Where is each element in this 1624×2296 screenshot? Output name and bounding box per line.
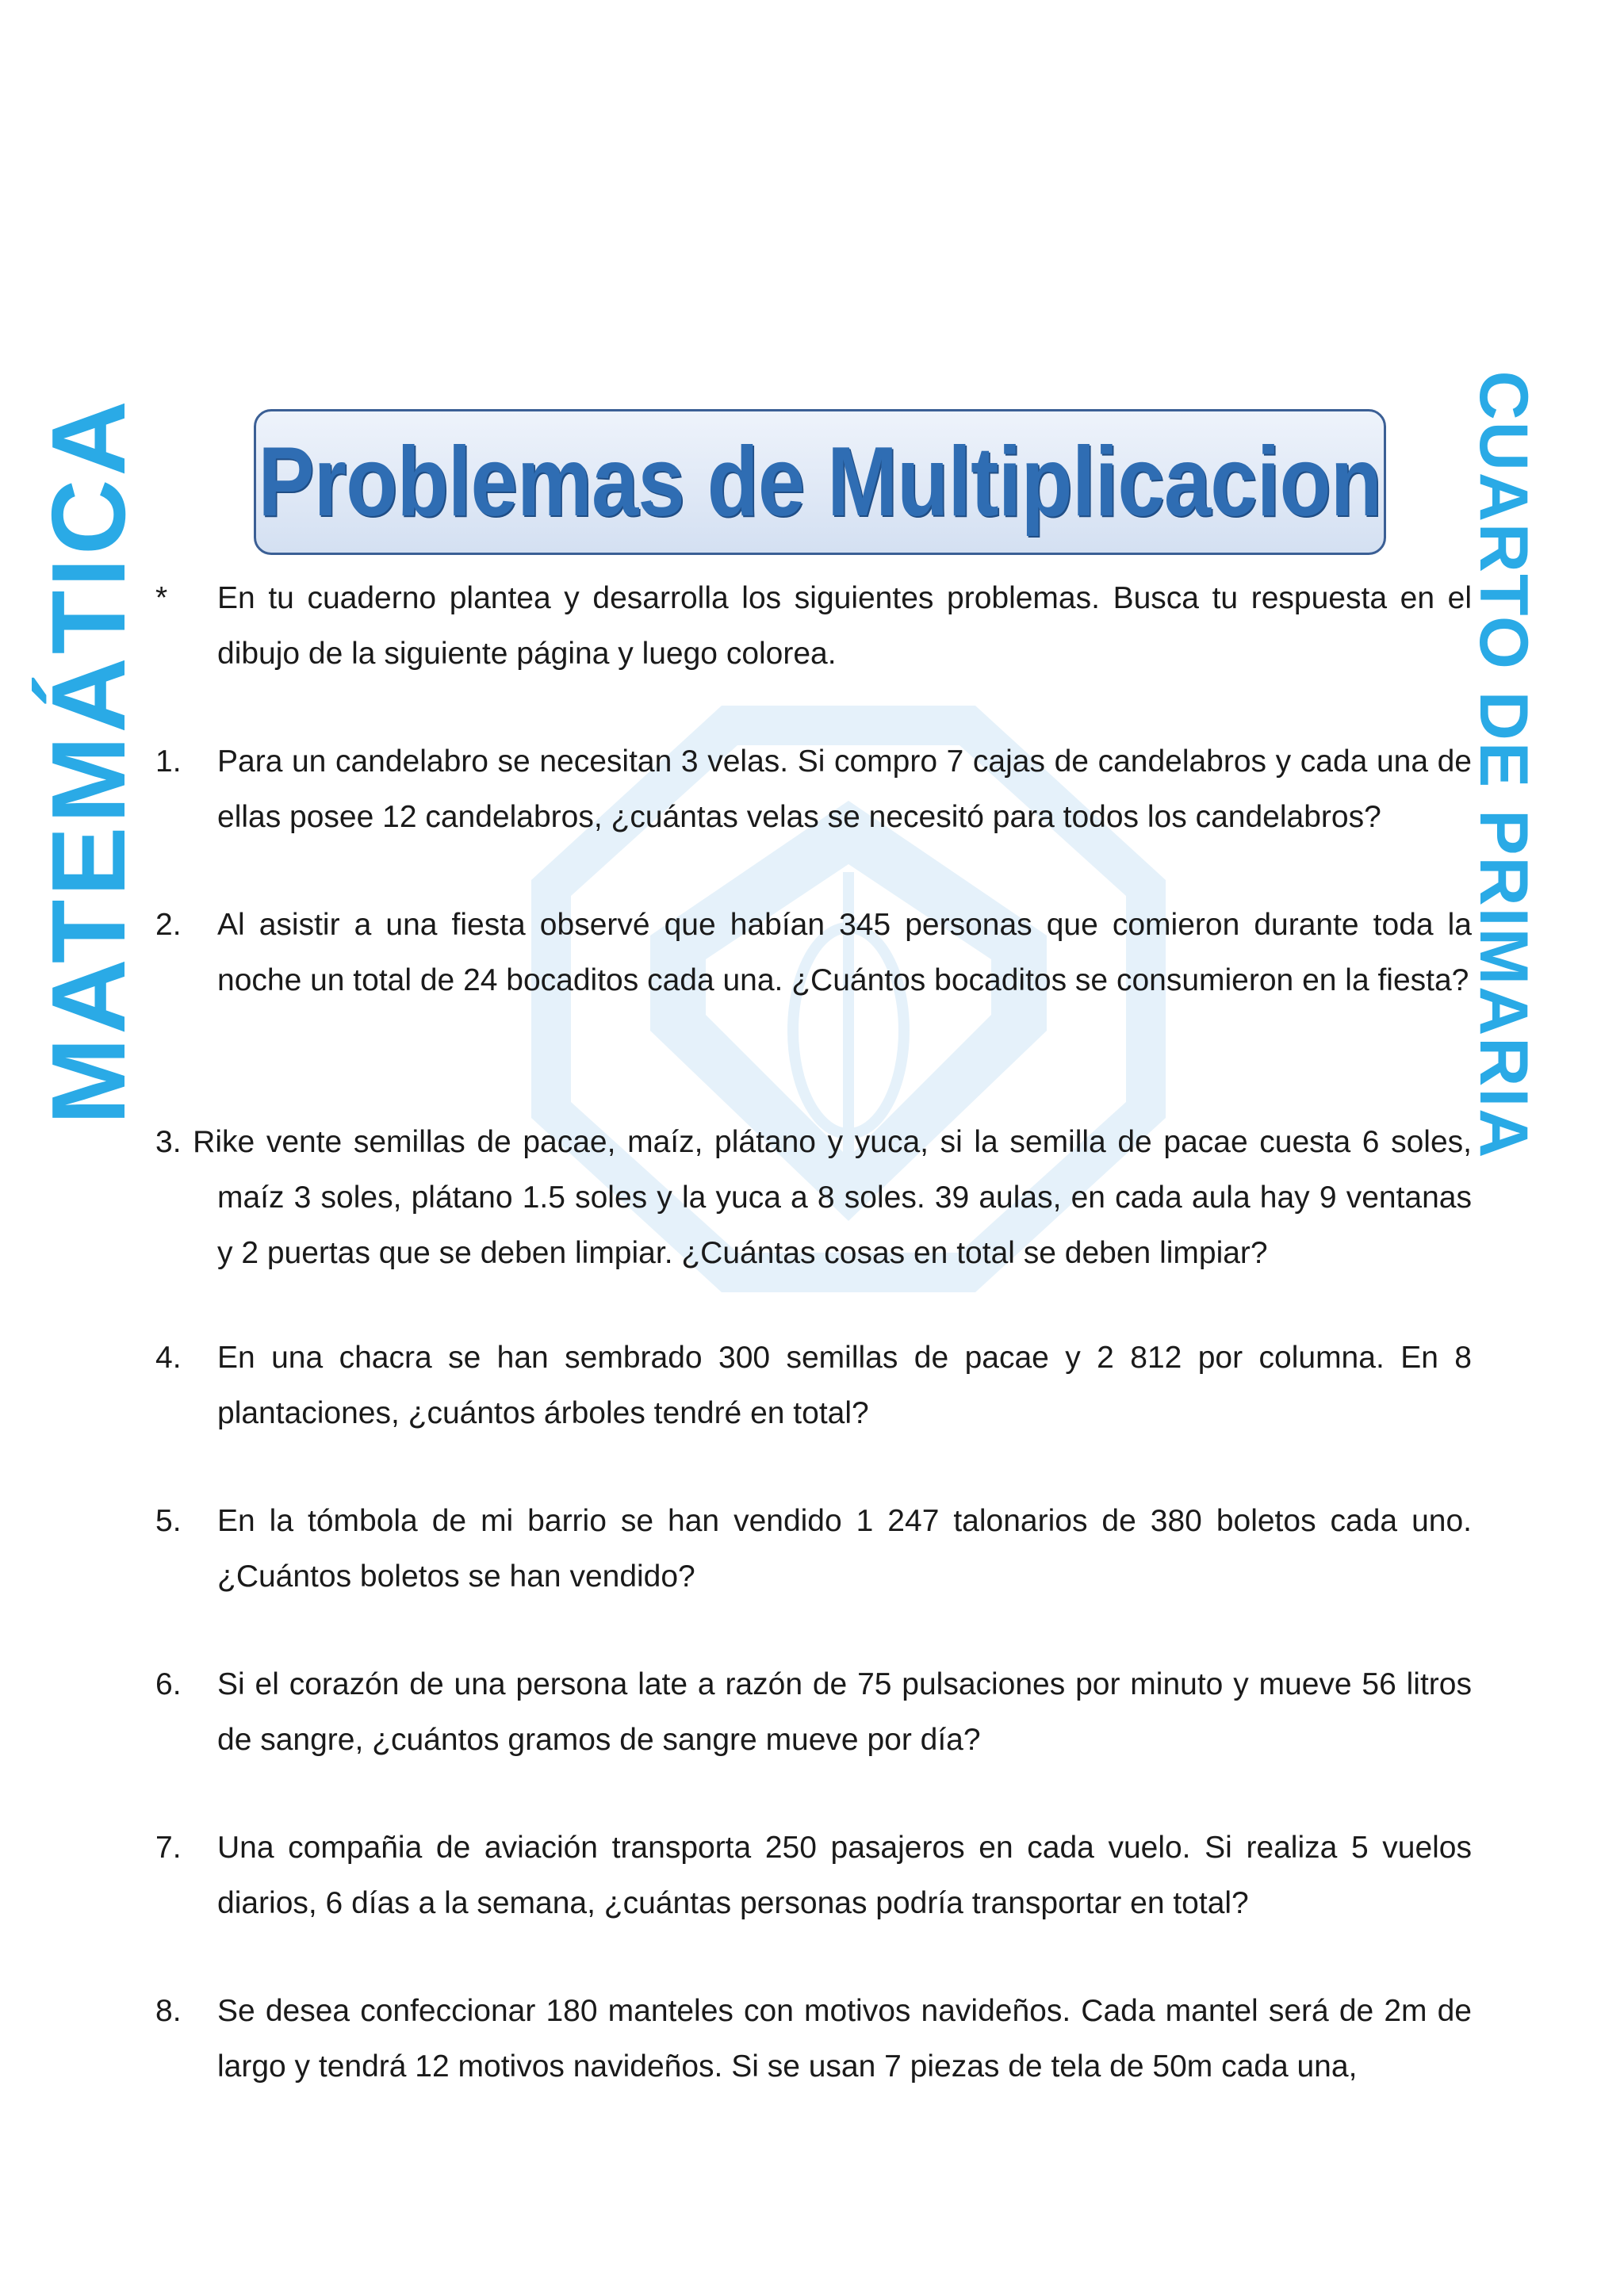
problem-number: 7. bbox=[155, 1831, 182, 1865]
problem-text: Se desea confeccionar 180 manteles con motivos navideños. Cada mantel será de 2m de largo y tendrá 12 motivos navideños. Si se usan 7 piezas de tela de 50m cada una, bbox=[217, 1994, 1472, 2084]
problem-item bbox=[155, 1330, 1472, 1441]
side-title-right-text: CUARTO DE PRIMARIA bbox=[1465, 370, 1542, 1160]
problem-number: 3. bbox=[155, 1125, 182, 1159]
problem-text: Rike vente semillas de pacae, maíz, plátano y yuca, si la semilla de pacae cuesta 6 soles, maíz 3 soles, plátano 1.5 soles y la yuca a 8 soles. 39 aulas, en cada aula hay 9 ventanas y 2 puertas que se deben limpiar. ¿Cuántas cosas en total se deben limpiar? bbox=[193, 1125, 1472, 1270]
problem-text: Si el corazón de una persona late a razón de 75 pulsaciones por minuto y mueve 56 litros de sangre, ¿cuántos gramos de sangre mueve por día? bbox=[217, 1667, 1472, 1757]
problem-number: 6. bbox=[155, 1667, 182, 1701]
problem-item bbox=[155, 734, 1472, 845]
problem-text: Para un candelabro se necesitan 3 velas. Si compro 7 cajas de candelabros y cada una de ellas posee 12 candelabros, ¿cuántas velas se necesitó para todos los candelabros? bbox=[217, 744, 1472, 834]
instruction-text: En tu cuaderno plantea y desarrolla los siguientes problemas. Busca tu respuesta en el dibujo de la siguiente página y luego colorea. bbox=[217, 581, 1472, 671]
problem-item bbox=[155, 1820, 1472, 1931]
problem-number: 5. bbox=[155, 1504, 182, 1538]
problem-number: 2. bbox=[155, 908, 182, 942]
problem-item bbox=[155, 1984, 1472, 2095]
problem-number: 1. bbox=[155, 744, 182, 779]
problem-item bbox=[155, 897, 1472, 1008]
page-title: Problemas de Multiplicacion bbox=[258, 427, 1382, 537]
problem-text: En la tómbola de mi barrio se han vendido 1 247 talonarios de 380 boletos cada uno. ¿Cuántos boletos se han vendido? bbox=[217, 1504, 1472, 1594]
problem-item bbox=[155, 1657, 1472, 1768]
side-title-left bbox=[25, 397, 152, 1125]
problem-number: 8. bbox=[155, 1994, 182, 2028]
problem-item bbox=[155, 1494, 1472, 1605]
side-title-left-text: MATEMÁTICA bbox=[30, 397, 147, 1125]
instruction-marker: * bbox=[155, 581, 168, 615]
problem-text: Al asistir a una fiesta observé que habían 345 personas que comieron durante toda la noche un total de 24 bocaditos cada una. ¿Cuántos bocaditos se consumieron en la fiesta? bbox=[217, 908, 1472, 997]
problem-text: Una compañia de aviación transporta 250 pasajeros en cada vuelo. Si realiza 5 vuelos diarios, 6 días a la semana, ¿cuántas personas podría transportar en total? bbox=[217, 1831, 1472, 1920]
problem-item bbox=[155, 1115, 1472, 1281]
instruction bbox=[155, 571, 1472, 682]
title-banner bbox=[254, 409, 1386, 555]
problem-text: En una chacra se han sembrado 300 semillas de pacae y 2 812 por columna. En 8 plantaciones, ¿cuántos árboles tendré en total? bbox=[217, 1341, 1472, 1430]
problem-number: 4. bbox=[155, 1341, 182, 1375]
